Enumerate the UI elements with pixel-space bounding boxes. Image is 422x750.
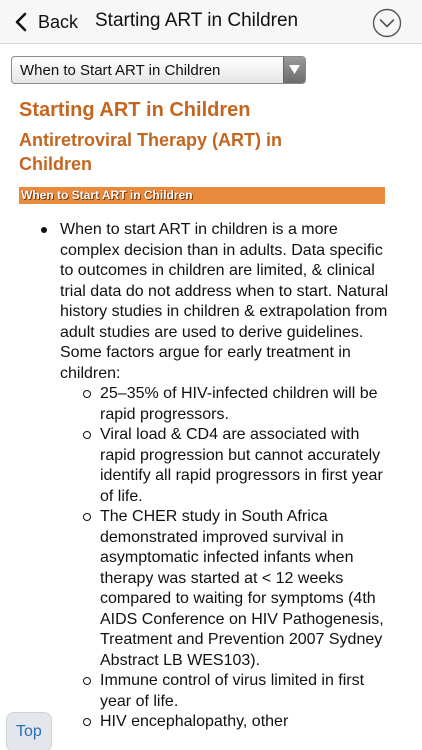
sub-list-item: HIV encephalopathy, other: [100, 712, 390, 733]
chevron-down-circle-icon[interactable]: [372, 8, 402, 38]
list-item: [60, 220, 390, 733]
sub-list-item: Viral load & CD4 are associated with rapid progression but cannot accurately identify all rapid progressors in first year of life.: [100, 425, 390, 507]
back-button[interactable]: [10, 8, 78, 36]
article-body: [0, 220, 422, 733]
nav-bar: [0, 0, 422, 44]
section-heading: When to Start ART in Children: [21, 188, 193, 202]
article-subtitle: Antiretroviral Therapy (ART) in Children: [19, 130, 283, 174]
bullet-list: [0, 220, 390, 733]
back-button-label: Back: [38, 11, 79, 32]
dropdown-arrow-icon: [283, 57, 305, 83]
section-select-value: When to Start ART in Children: [20, 62, 221, 79]
section-select[interactable]: [11, 56, 306, 84]
article-title: Starting ART in Children: [19, 99, 251, 121]
page-title: Starting ART in Children: [95, 10, 299, 31]
scroll-to-top-button[interactable]: [6, 712, 52, 750]
sub-list-item: 25–35% of HIV-infected children will be rapid progressors.: [100, 384, 390, 425]
section-heading-bar: [19, 187, 385, 204]
chevron-left-icon: [10, 8, 34, 36]
scroll-to-top-label: Top: [16, 723, 42, 740]
sub-list-item: The CHER study in South Africa demonstrated improved survival in asymptomatic infected infants when therapy was started at < 12 weeks compared to waiting for symptoms (4th AIDS Conference on HIV Pathogenesis, Treatment and Prevention 2007 Sydney Abstract LB WES103).: [100, 507, 390, 671]
sub-bullet-list: [60, 384, 390, 733]
sub-list-item: Immune control of virus limited in first year of life.: [100, 671, 390, 712]
list-item-text: When to start ART in children is a more complex decision than in adults. Data specific to outcomes in children are limited, & clinical trial data do not address when to start. Natural history studies in children & extrapolation from adult studies are used to derive guidelines. Some factors argue for early treatment in children:: [60, 221, 389, 382]
